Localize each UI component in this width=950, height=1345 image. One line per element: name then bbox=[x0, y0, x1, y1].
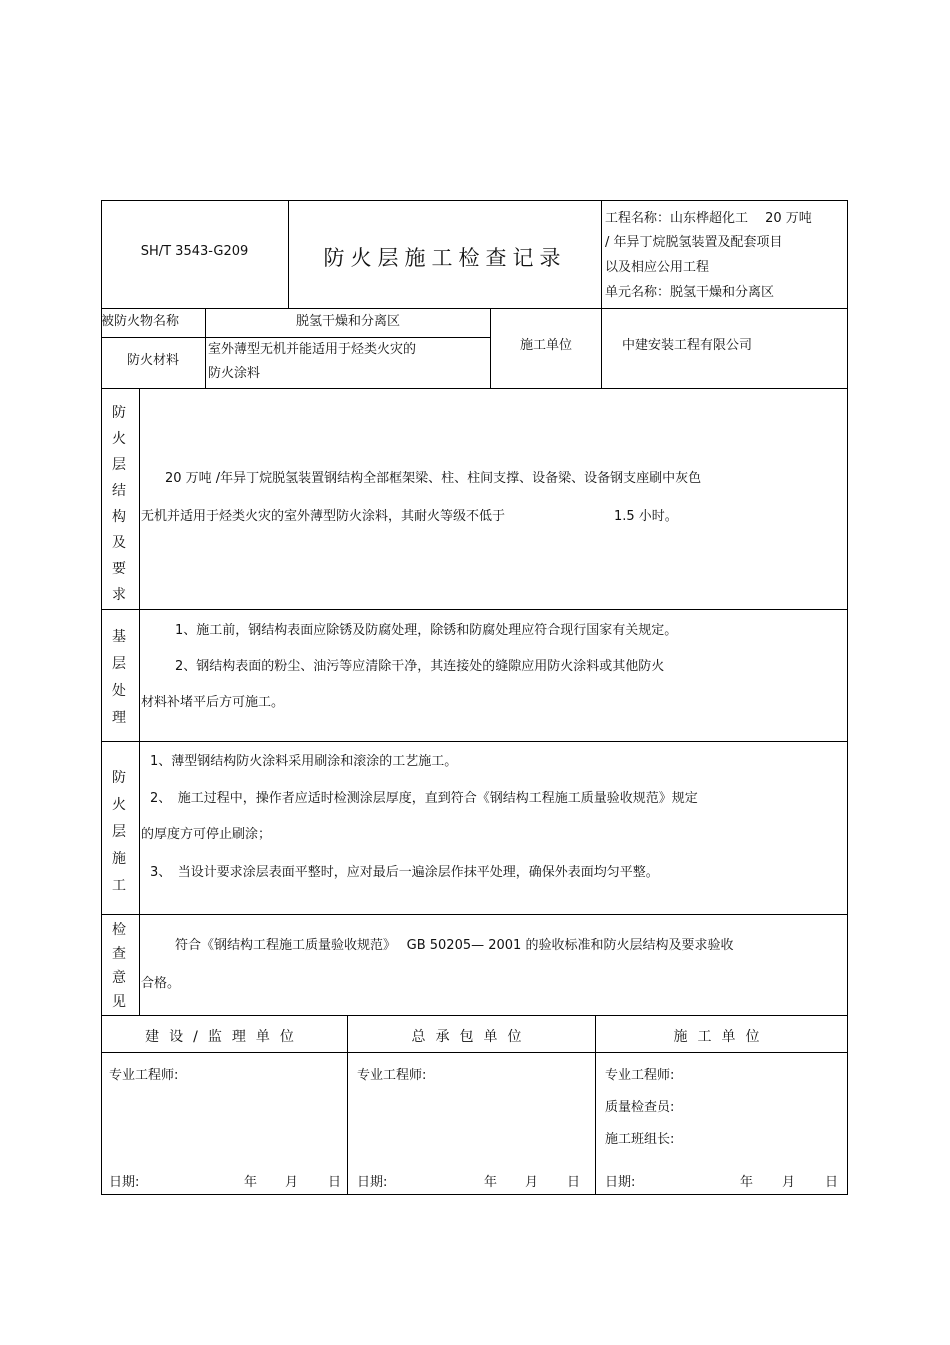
material-label: 防火材料 bbox=[126, 353, 179, 368]
divider bbox=[601, 200, 602, 388]
construction-text-line: 2、 施工过程中，操作者应适时检测涂层厚度，直到符合《钢结构工程施工质量验收规范》规定 bbox=[150, 791, 698, 806]
team-leader-field: 施工班组长: bbox=[605, 1132, 675, 1147]
protected-object-label: 被防火物名称 bbox=[101, 314, 180, 329]
base-text-line: 1、施工前，钢结构表面应除锈及防腐处理，除锈和防腐处理应符合现行国家有关规定。 bbox=[175, 623, 678, 638]
signature-header-general-contractor: 总承包单位 bbox=[411, 1029, 532, 1045]
section-label-base: 基 层 处 理 bbox=[112, 629, 126, 726]
border-bottom bbox=[101, 1194, 848, 1195]
project-name-line: / 年异丁烷脱氢装置及配套项目 bbox=[605, 235, 783, 250]
divider bbox=[101, 1015, 848, 1016]
divider bbox=[101, 914, 848, 915]
construction-text-line: 1、薄型钢结构防火涂料采用刷涂和滚涂的工艺施工。 bbox=[150, 754, 458, 769]
signature-header-supervision: 建设/监理单位 bbox=[145, 1029, 304, 1045]
base-text-line: 材料补堵平后方可施工。 bbox=[141, 695, 285, 710]
material-value-line: 室外薄型无机并能适用于烃类火灾的 bbox=[208, 342, 417, 357]
engineer-field: 专业工程师: bbox=[357, 1068, 427, 1083]
form-title: 防火层施工检查记录 bbox=[323, 246, 567, 270]
date-year: 年 bbox=[484, 1175, 498, 1190]
date-day: 日 bbox=[567, 1175, 581, 1190]
date-month: 月 bbox=[782, 1175, 796, 1190]
project-name-line: 工程名称：山东桦超化工 20 万吨 bbox=[605, 211, 812, 226]
divider bbox=[101, 388, 848, 389]
date-label: 日期: bbox=[109, 1175, 140, 1190]
form-code: SH/T 3543-G209 bbox=[140, 244, 249, 259]
date-month: 月 bbox=[525, 1175, 539, 1190]
opinion-text-line: 合格。 bbox=[141, 976, 181, 991]
protected-object-value: 脱氢干燥和分离区 bbox=[295, 314, 400, 329]
construction-text-line: 的厚度方可停止刷涂； bbox=[141, 827, 272, 842]
date-label: 日期: bbox=[357, 1175, 388, 1190]
divider bbox=[101, 308, 848, 309]
unit-name-line: 单元名称：脱氢干燥和分离区 bbox=[605, 285, 775, 300]
divider bbox=[101, 1052, 848, 1053]
quality-inspector-field: 质量检查员: bbox=[605, 1100, 675, 1115]
construction-unit-value: 中建安装工程有限公司 bbox=[622, 338, 753, 353]
date-day: 日 bbox=[328, 1175, 342, 1190]
structure-text-line: 20 万吨 /年异丁烷脱氢装置钢结构全部框架梁、柱、柱间支撑、设备梁、设备钢支座刷中灰色 bbox=[165, 471, 702, 486]
border-top bbox=[101, 200, 848, 201]
section-label-construction: 防 火 层 施 工 bbox=[112, 770, 126, 894]
date-month: 月 bbox=[285, 1175, 299, 1190]
border-right bbox=[847, 200, 848, 1194]
opinion-text-line: 符合《钢结构工程施工质量验收规范》 GB 50205— 2001 的验收标准和防火层结构及要求验收 bbox=[175, 938, 734, 953]
construction-unit-label: 施工单位 bbox=[519, 338, 572, 353]
date-year: 年 bbox=[244, 1175, 258, 1190]
structure-text-line: 无机并适用于烃类火灾的室外薄型防火涂料，其耐火等级不低于 bbox=[141, 509, 506, 524]
divider bbox=[101, 337, 491, 338]
date-label: 日期: bbox=[605, 1175, 636, 1190]
engineer-field: 专业工程师: bbox=[109, 1068, 179, 1083]
divider bbox=[101, 609, 848, 610]
base-text-line: 2、钢结构表面的粉尘、油污等应清除干净，其连接处的缝隙应用防火涂料或其他防火 bbox=[175, 659, 665, 674]
divider bbox=[139, 388, 140, 1015]
engineer-field: 专业工程师: bbox=[605, 1068, 675, 1083]
divider bbox=[101, 741, 848, 742]
fire-rating-value: 1.5 小时。 bbox=[614, 509, 678, 524]
date-year: 年 bbox=[740, 1175, 754, 1190]
construction-text-line: 3、 当设计要求涂层表面平整时，应对最后一遍涂层作抹平处理，确保外表面均匀平整。 bbox=[150, 865, 659, 880]
material-value-line: 防火涂料 bbox=[208, 366, 261, 381]
project-name-line: 以及相应公用工程 bbox=[605, 260, 710, 275]
signature-header-construction-unit: 施工单位 bbox=[673, 1029, 770, 1045]
section-label-structure: 防 火 层 结 构 及 要 求 bbox=[112, 405, 126, 603]
date-day: 日 bbox=[825, 1175, 839, 1190]
section-label-opinion: 检 查 意 见 bbox=[112, 922, 126, 1010]
